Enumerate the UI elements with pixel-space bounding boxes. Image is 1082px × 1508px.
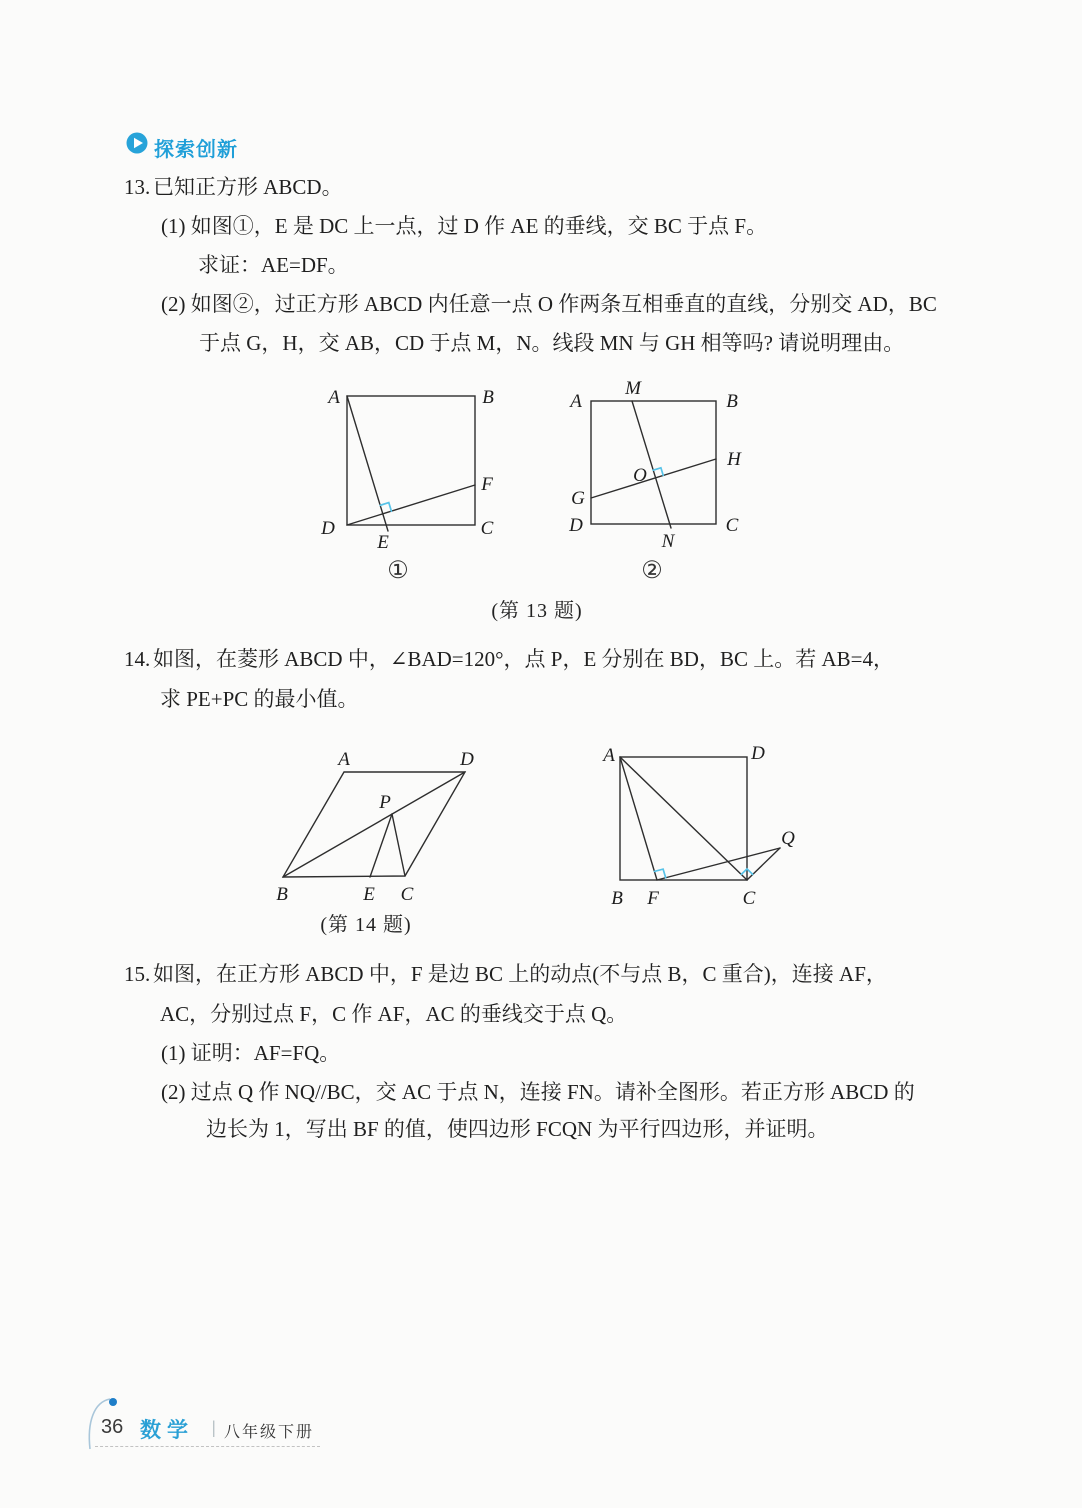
vertex-label-a: A: [603, 745, 615, 766]
problem15-item2-cont: 边长为 1，写出 BF 的值，使四边形 FCQN 为平行四边形，并证明。: [206, 1117, 829, 1141]
vertex-label-p: P: [379, 792, 391, 813]
vertex-label-a: A: [570, 391, 582, 412]
vertex-label-q: Q: [781, 828, 795, 849]
figure13-1-tag: ①: [387, 558, 409, 584]
vertex-label-c: C: [480, 518, 494, 539]
vertex-label-b: B: [611, 888, 623, 909]
problem15-line1: 如图，在正方形 ABCD 中，F 是边 BC 上的动点(不与点 B，C 重合)，连接 AF，: [153, 962, 887, 986]
problem13-item1: (1) 如图①，E 是 DC 上一点，过 D 作 AE 的垂线，交 BC 于点 F。: [161, 214, 768, 238]
figure14-caption: (第 14 题): [320, 914, 412, 936]
vertex-label-e: E: [377, 532, 389, 553]
page-number: 36: [101, 1416, 124, 1438]
footer-divider: |: [212, 1417, 216, 1437]
problem15-item2: (2) 过点 Q 作 NQ//BC，交 AC 于点 N，连接 FN。请补全图形。若正方形 ABCD 的: [161, 1080, 915, 1104]
vertex-label-b: B: [482, 387, 494, 408]
vertex-label-o: O: [633, 465, 647, 486]
line-pe: [370, 814, 392, 877]
line-df: [347, 485, 475, 525]
vertex-label-c: C: [725, 515, 739, 536]
vertex-label-d: D: [321, 518, 335, 539]
problem13-number: 13.: [124, 175, 151, 199]
vertex-label-a: A: [328, 387, 340, 408]
figure-13-2: [555, 368, 765, 563]
vertex-label-f: F: [481, 474, 493, 495]
footer-dot-icon: [109, 1398, 117, 1406]
footer-dashed-line: [95, 1445, 320, 1447]
footer-volume: 八年级下册: [224, 1424, 315, 1441]
diagonal-bd: [283, 772, 465, 877]
vertex-label-b: B: [726, 391, 738, 412]
problem15-number: 15.: [124, 962, 151, 986]
figure13-caption: (第 13 题): [491, 600, 583, 622]
section-title: 探索创新: [154, 139, 238, 161]
vertex-label-b: B: [276, 884, 288, 905]
footer-subject: 数学: [140, 1419, 194, 1442]
square-abcd: [591, 401, 716, 524]
line-ae: [347, 396, 388, 531]
problem13-item2-cont: 于点 G，H，交 AB，CD 于点 M，N。线段 MN 与 GH 相等吗? 请说明理由。: [199, 331, 905, 355]
problem13-item1-cont: 求证：AE=DF。: [198, 253, 349, 277]
vertex-label-d: D: [569, 515, 583, 536]
vertex-label-g: G: [571, 488, 585, 509]
figure-14: [268, 727, 518, 932]
problem14-line1: 如图，在菱形 ABCD 中，∠BAD=120°，点 P，E 分别在 BD，BC 上。若 AB=4，: [153, 647, 894, 671]
problem15-item1: (1) 证明：AF=FQ。: [161, 1041, 341, 1065]
line-pc: [392, 814, 405, 876]
vertex-label-e: E: [363, 884, 375, 905]
problem15-line2: AC，分别过点 F，C 作 AF，AC 的垂线交于点 Q。: [160, 1002, 628, 1026]
figure-13-1: [320, 373, 520, 563]
vertex-label-d: D: [751, 743, 765, 764]
vertex-label-n: N: [661, 531, 675, 552]
vertex-label-d: D: [460, 749, 474, 770]
play-icon: [126, 132, 148, 154]
problem13-intro: 已知正方形 ABCD。: [153, 175, 343, 199]
problem14-number: 14.: [124, 647, 151, 671]
vertex-label-c: C: [400, 884, 414, 905]
figure-15: [585, 725, 825, 930]
problem13-item2: (2) 如图②，过正方形 ABCD 内任意一点 O 作两条互相垂直的直线，分别交 AD，BC: [161, 292, 937, 316]
vertex-label-h: H: [727, 449, 741, 470]
line-gh: [591, 459, 716, 498]
figure13-2-tag: ②: [641, 558, 663, 584]
vertex-label-f: F: [647, 888, 659, 909]
vertex-label-c: C: [742, 888, 756, 909]
vertex-label-m: M: [625, 378, 641, 399]
vertex-label-a: A: [338, 749, 350, 770]
problem14-line2: 求 PE+PC 的最小值。: [160, 687, 359, 711]
